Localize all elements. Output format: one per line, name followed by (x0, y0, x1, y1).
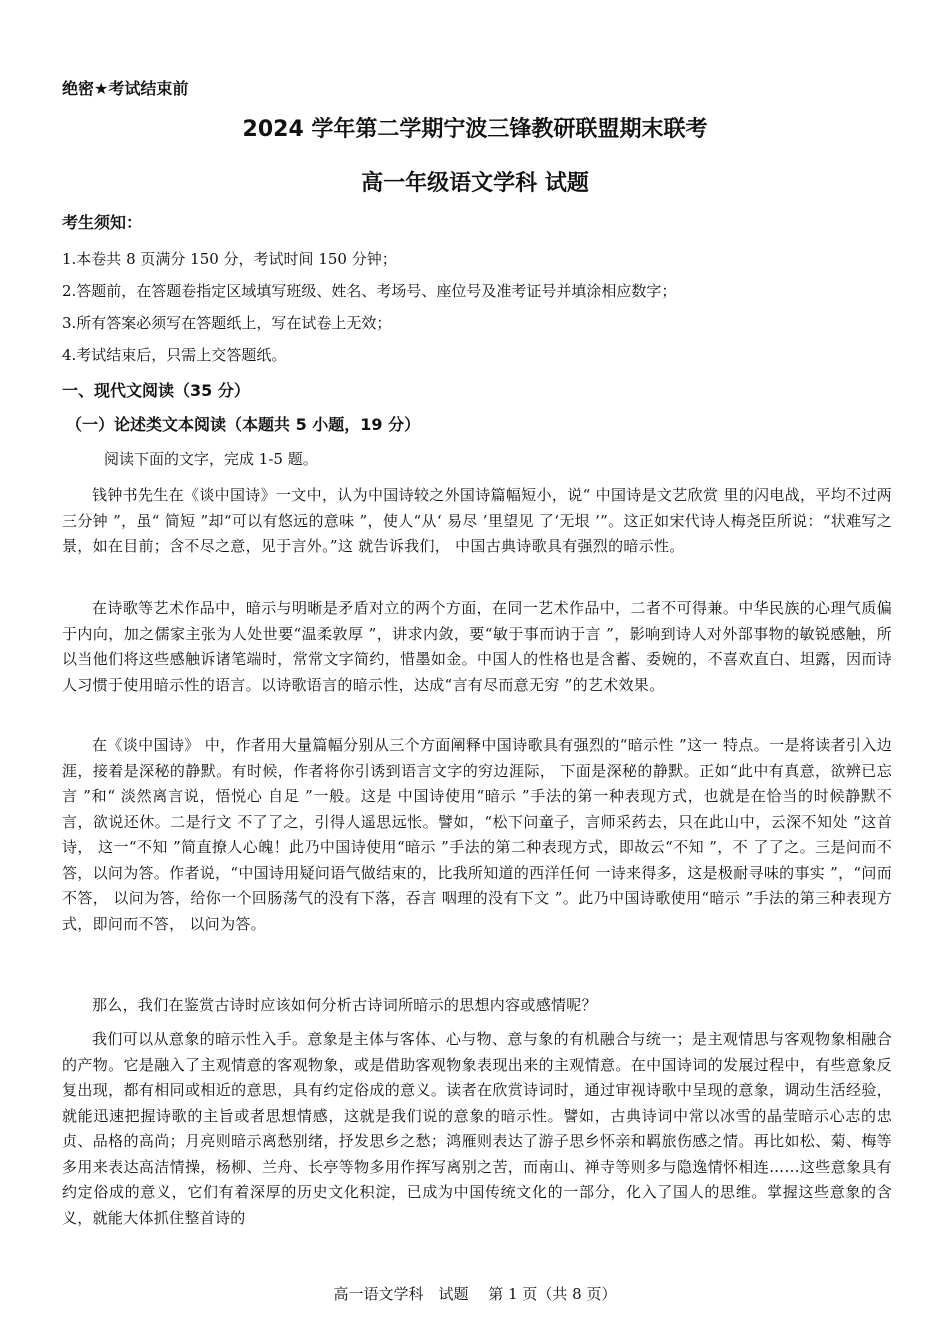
confidential-label: 绝密★考试结束前 (62, 79, 189, 98)
notice-item: 4.考试结束后，只需上交答题纸。 (62, 346, 287, 364)
notice-heading: 考生须知： (62, 213, 143, 232)
subsection-heading: （一）论述类文本阅读（本题共 5 小题，19 分） (66, 415, 421, 434)
page-footer: 高一语文学科 试题 第 1 页（共 8 页） (333, 1285, 617, 1303)
passage-paragraph: 那么，我们在鉴赏古诗时应该如何分析古诗词所暗示的思想内容或感情呢？ (92, 996, 597, 1014)
passage-paragraph: 我们可以从意象的暗示性入手。意象是主体与客体、心与物、意与象的有机融合与统一；是主观情思与客观物象相融合的产物。它是融入了主观情意的客观物象，或是借助客观物象表现出来的主观情意。在中国诗词的发展过程中，有些意象反复出现，都有相同或相近的意思，具有约定俗成的意义。读者在欣赏诗词时，通过审视诗歌中呈现的意象，调动生活经验，就能迅速把握诗歌的主旨或者思想情感，这就是我们说的意象的暗示性。譬如，古典诗词中常以冰雪的晶莹暗示心志的忠贞、品格的高尚；月亮则暗示离愁别绪，抒发思乡之愁；鸿雁则表达了游子思乡怀亲和羁旅伤感之情。再比如松、菊、梅等多用来表达高洁情操，杨柳、兰舟、长亭等物多用作挥写离别之苦，而南山、禅寺等则多与隐逸情怀相连……这些意象具有约定俗成的意义，它们有着深厚的历史文化积淀，已成为中国传统文化的一部分，化入了国人的思维。掌握这些意象的含义，就能大体抓住整首诗的 (62, 1030, 892, 1227)
passage-paragraph: 在诗歌等艺术作品中，暗示与明晰是矛盾对立的两个方面，在同一艺术作品中，二者不可得兼。中华民族的心理气质偏于内向，加之儒家主张为人处世要“温柔敦厚 ”，讲求内敛，要“敏于事而讷于言 ”，影响到诗人对外部事物的敏锐感触，所以当他们将这些感触诉诸笔端时，常常文字简约，惜墨如金。中国人的性格也是含蓄、委婉的，不喜欢直白、坦露，因而诗人习惯于使用暗示性的语言。以诗歌语言的暗示性，达成“言有尽而意无穷 ”的艺术效果。 (62, 599, 892, 694)
passage-paragraph: 在《谈中国诗》 中，作者用大量篇幅分别从三个方面阐释中国诗歌具有强烈的“暗示性 ”这一 特点。一是将读者引入边涯，接着是深秘的静默。有时候，作者将你引诱到语言文字的穷边涯际， 下面是深秘的静默。正如“此中有真意，欲辨已忘言 ”和“ 淡然离言说，悟悦心 自足 ”一般。这是 中国诗使用“暗示 ”手法的第一种表现方式，也就是在恰当的时候静默不言，欲说还休。二是行文 不了了之，引得人遥思远怅。譬如，“松下问童子，言师采药去，只在此山中，云深不知处 ”这首诗， 这一“不知 ”简直撩人心魄！此乃中国诗使用“暗示 ”手法的第二种表现方式，即故云“不知 ”，不 了了之。三是问而不答，以问为答。作者说，“中国诗用疑问语气做结束的，比我所知道的西洋任何 一诗来得多，这是极耐寻味的事实 ”，“问而不答， 以问为答，给你一个回肠荡气的没有下落，吞言 咽理的没有下文 ”。此乃中国诗歌使用“暗示 ”手法的第三种表现方式，即问而不答， 以问为答。 (62, 736, 892, 933)
reading-instruction: 阅读下面的文字，完成 1-5 题。 (104, 450, 318, 468)
notice-item: 1.本卷共 8 页满分 150 分，考试时间 150 分钟； (62, 250, 397, 268)
exam-title: 2024 学年第二学期宁波三锋教研联盟期末联考 (242, 117, 708, 142)
notice-list (62, 243, 892, 371)
notice-item: 3.所有答案必须写在答题纸上，写在试卷上无效； (62, 314, 392, 332)
section-heading: 一、现代文阅读（35 分） (62, 381, 250, 400)
notice-item: 2.答题前，在答题卷指定区域填写班级、姓名、考场号、座位号及准考证号并填涂相应数字； (62, 282, 677, 300)
passage-paragraph: 钱钟书先生在《谈中国诗》一文中，认为中国诗较之外国诗篇幅短小，说“ 中国诗是文艺欣赏 里的闪电战，平均不过两三分钟 ”，虽“ 简短 ”却“可以有悠远的意味 ”，使人“从‘ 易尽 ’里望见 了‘无垠 ’”。这正如宋代诗人梅尧臣所说：“状难写之景，如在目前；含不尽之意，见于言外。”这 就告诉我们， 中国古典诗歌具有强烈的暗示性。 (62, 486, 892, 555)
exam-subtitle: 高一年级语文学科 试题 (361, 171, 589, 196)
